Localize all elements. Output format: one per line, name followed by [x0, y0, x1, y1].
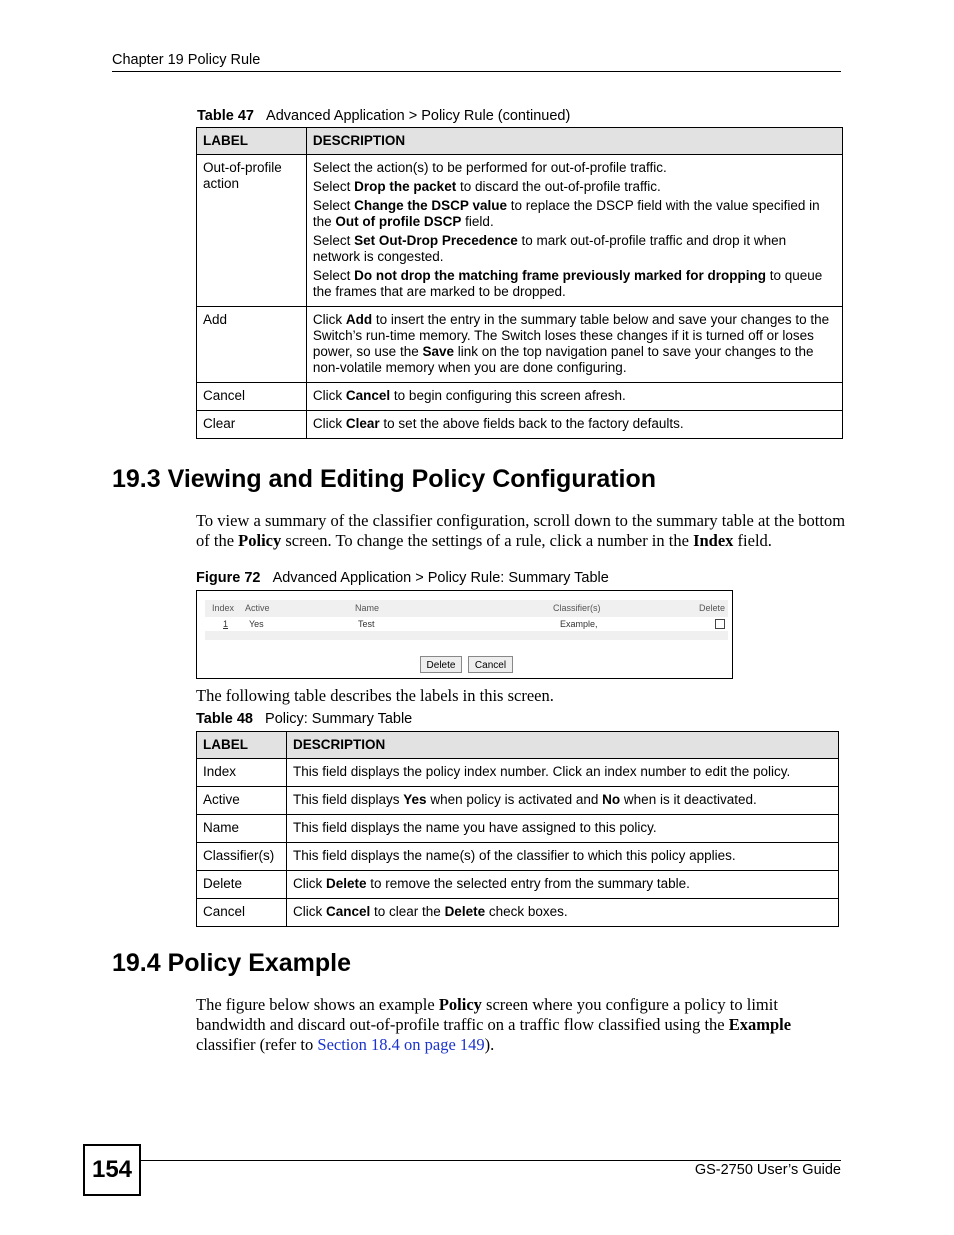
- row-label: Clear: [197, 411, 307, 439]
- table47-caption: [197, 108, 570, 124]
- footer-rule: [141, 1160, 841, 1161]
- row-label: Cancel: [197, 383, 307, 411]
- table-row: [197, 307, 843, 383]
- figure72-caption-text: Advanced Application > Policy Rule: Summary Table: [272, 570, 609, 586]
- table-row: [197, 155, 843, 307]
- row-label: Name: [197, 815, 287, 843]
- index-link[interactable]: 1: [223, 619, 229, 629]
- section-19-3-heading: 19.3 Viewing and Editing Policy Configuration: [112, 465, 657, 493]
- row-label: Out-of-profile action: [197, 155, 307, 307]
- table-row: [197, 899, 839, 927]
- table-row: [197, 383, 843, 411]
- description-line: Select Set Out-Drop Precedence to mark out-of-profile traffic and drop it when network is congested.: [312, 233, 787, 264]
- description-line: Select the action(s) to be performed for out-of-profile traffic.: [312, 160, 667, 175]
- section-19-3-paragraph: To view a summary of the classifier configuration, scroll down to the summary table at the bottom of the Policy screen. To change the settings of a rule, click a number in the Index field.: [196, 511, 846, 550]
- summary-table-row: [205, 617, 728, 631]
- section-18-4-link[interactable]: Section 18.4 on page 149: [317, 1035, 485, 1054]
- table-row: [197, 815, 839, 843]
- table48-caption-text: Policy: Summary Table: [265, 711, 413, 727]
- row-description: Click Cancel to begin configuring this screen afresh.: [306, 383, 842, 411]
- row-label: Delete: [197, 871, 287, 899]
- row-description: Click Clear to set the above fields back to the factory defaults.: [306, 411, 842, 439]
- table47-caption-text: Advanced Application > Policy Rule (continued): [266, 108, 571, 124]
- row-description: This field displays the name(s) of the classifier to which this policy applies.: [286, 843, 838, 871]
- table48-caption-label: Table 48: [196, 711, 253, 727]
- name-header: Name: [355, 603, 380, 613]
- table48: [196, 731, 839, 927]
- following-table-text: The following table describes the labels in this screen.: [196, 686, 554, 705]
- table-row: [197, 787, 839, 815]
- header-rule: [112, 71, 841, 72]
- description-line: Select Drop the packet to discard the out-of-profile traffic.: [312, 179, 661, 194]
- label-column-header: LABEL: [197, 732, 287, 759]
- classifiers-header: Classifier(s): [553, 603, 601, 613]
- row-description: Click Delete to remove the selected entry from the summary table.: [286, 871, 838, 899]
- name-value: Test: [358, 619, 375, 629]
- classifiers-value: Example,: [560, 619, 598, 629]
- delete-button[interactable]: Delete: [420, 656, 462, 673]
- table-row: [197, 759, 839, 787]
- table48-caption: [196, 711, 412, 727]
- delete-checkbox[interactable]: [715, 619, 725, 629]
- row-label: Classifier(s): [197, 843, 287, 871]
- description-column-header: DESCRIPTION: [306, 128, 842, 155]
- description-line: Select Change the DSCP value to replace the DSCP field with the value specified in the Out of profile DSCP field.: [312, 198, 820, 229]
- active-value: Yes: [249, 619, 264, 629]
- delete-header: Delete: [699, 603, 726, 613]
- row-description: Click Add to insert the entry in the summary table below and save your changes to the Switch’s run-time memory. The Switch loses these changes if it is turned off or loses power, so use the Save link on the top navigation panel to save your changes to the non-volatile memory when you are done configuring.: [306, 307, 842, 383]
- row-label: Add: [197, 307, 307, 383]
- table47-caption-label: Table 47: [197, 108, 254, 124]
- cancel-button[interactable]: Cancel: [468, 656, 513, 673]
- table-header-row: [197, 732, 839, 759]
- section-19-4-paragraph: The figure below shows an example Policy screen where you configure a policy to limit bandwidth and discard out-of-profile traffic on a traffic flow classified using the Example classifier (refer to Section 18.4 on page 149).: [196, 995, 792, 1054]
- row-label: Index: [197, 759, 287, 787]
- active-header: Active: [245, 603, 270, 613]
- table47: [196, 127, 843, 439]
- guide-title: GS-2750 User’s Guide: [694, 1162, 841, 1178]
- row-description: This field displays the name you have assigned to this policy.: [286, 815, 838, 843]
- row-description: Click Cancel to clear the Delete check boxes.: [286, 899, 838, 927]
- row-label: Cancel: [197, 899, 287, 927]
- table-header-row: [197, 128, 843, 155]
- summary-table-figure: [196, 590, 733, 679]
- label-column-header: LABEL: [197, 128, 307, 155]
- index-header: Index: [212, 603, 235, 613]
- table-row: [197, 411, 843, 439]
- section-19-4-heading: 19.4 Policy Example: [112, 949, 352, 977]
- figure72-caption-label: Figure 72: [196, 570, 261, 586]
- row-description: [306, 155, 842, 307]
- row-description: This field displays the policy index number. Click an index number to edit the policy.: [286, 759, 838, 787]
- chapter-header: Chapter 19 Policy Rule: [112, 52, 261, 68]
- row-label: Active: [197, 787, 287, 815]
- description-line: Select Do not drop the matching frame previously marked for dropping to queue the frames that are marked to be dropped.: [312, 268, 823, 299]
- figure72-caption: [196, 570, 609, 586]
- page-number: 154: [83, 1144, 141, 1196]
- summary-table-header: [205, 600, 728, 618]
- row-description: This field displays Yes when policy is activated and No when is it deactivated.: [286, 787, 838, 815]
- description-column-header: DESCRIPTION: [286, 732, 838, 759]
- summary-table-spacer-row: [205, 631, 728, 640]
- table-row: [197, 843, 839, 871]
- table-row: [197, 871, 839, 899]
